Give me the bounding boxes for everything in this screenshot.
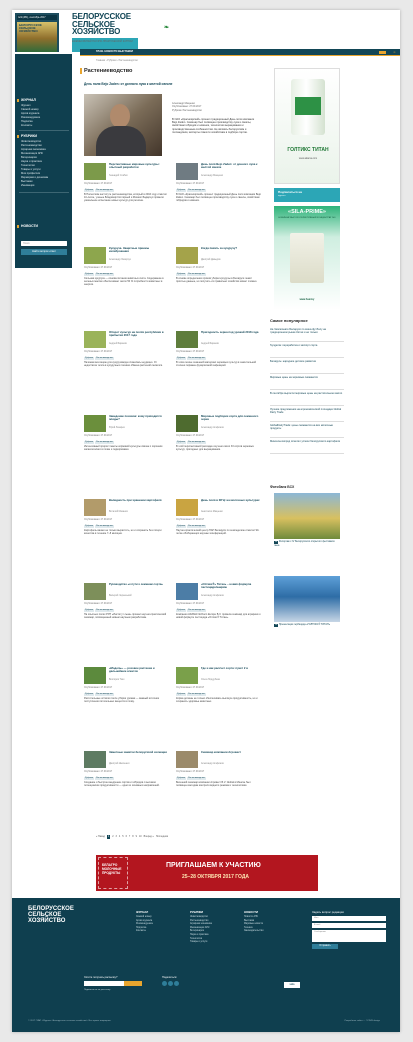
- article-tags: [176, 691, 262, 695]
- popular-item[interactable]: В сентябре выросли мировые цены на растительное масло: [270, 390, 344, 406]
- footer-link[interactable]: Контакты: [136, 930, 146, 933]
- tag[interactable]: Растениеводство: [96, 189, 113, 191]
- pager-page[interactable]: 3: [115, 835, 117, 838]
- article-tags: [84, 775, 170, 779]
- sidebar-item-contacts[interactable]: Контакты: [21, 124, 33, 127]
- article-author[interactable]: Андрей Баранов: [201, 343, 219, 345]
- article-title[interactable]: Мировые подборки сорта для семенного зерна: [201, 414, 259, 422]
- tag[interactable]: Рубрика: [177, 525, 186, 527]
- sidebar-news-heading: НОВОСТИ: [21, 224, 38, 228]
- popular-item[interactable]: Беларусь: народное детское развитие: [270, 358, 344, 374]
- popular-item[interactable]: На Чемпионате Беларуси по мини-футболу на традиционном рынке Китая и не только: [270, 326, 344, 342]
- article-excerpt: Компания ADAMA Northern Europe B.V. провела семинар для аграриев о новой формуле пестицида «Оптикс® Титан».: [176, 613, 261, 620]
- pager-page[interactable]: 8: [132, 835, 134, 838]
- article-title[interactable]: Руководство «к пути к семенам сорта»: [109, 582, 163, 586]
- newsletter-submit-button[interactable]: [124, 981, 142, 986]
- article-title[interactable]: «Оптикс®» Титан» – новая формула пестицида Бакрёш: [201, 582, 252, 590]
- cover-image: [17, 22, 57, 52]
- tag[interactable]: Растениеводство: [188, 693, 205, 695]
- tag[interactable]: Рубрика: [177, 441, 186, 443]
- article-thumbnail[interactable]: [84, 415, 106, 432]
- sidebar-item-rubric[interactable]: Товары и услуги: [21, 168, 41, 171]
- copyright: © 2017 ГУАП «Журнал «Белорусское сельское хозяйство». Все права защищены.: [28, 1020, 112, 1022]
- photobank-heading: Фотобанк БСХ: [270, 485, 295, 489]
- popular-item[interactable]: Syngenta: переработка и экспорт сорта: [270, 342, 344, 358]
- banner-dates: 25–28 ОКТЯБРЯ 2017 ГОДА: [182, 874, 250, 880]
- tag[interactable]: Растениеводство: [188, 777, 205, 779]
- article-tags: [176, 355, 262, 359]
- article-author[interactable]: Ольга Поддубная: [201, 679, 220, 681]
- article-thumbnail[interactable]: [176, 583, 198, 600]
- page-title: Растениеводство: [84, 68, 133, 74]
- footer-column-heading: РУБРИКИ: [190, 910, 204, 914]
- footer-column: [190, 910, 234, 945]
- banner-left-line: ПРОДУКТЫ: [102, 871, 121, 875]
- article-author[interactable]: Валерий Черненький: [109, 595, 132, 597]
- person-face: [110, 104, 130, 128]
- article-title[interactable]: Оборот культур на полях республики в прибытия 2017 года: [109, 330, 164, 338]
- sidebar-rubrics-list: [21, 140, 48, 188]
- tag[interactable]: Растениеводство: [96, 441, 113, 443]
- article-title[interactable]: Заведение посевов: кому приходится эпиды?: [109, 414, 162, 422]
- footer-link[interactable]: Свежий номер: [136, 916, 152, 918]
- article-excerpt: Создание и быстрое внедрение сортов и гибридов с высоким потенциалом продуктивности — одно из основных направлений.: [84, 781, 160, 788]
- article-excerpt: В Полесском институте растениеводства, который в 2016 году отметил 10-летие, ученые Владимир Котлярный и Михаил Бадарчук провели уникальное испытание новых культур для региона.: [84, 193, 167, 203]
- footer-link[interactable]: Техника: [244, 926, 253, 929]
- article-thumbnail[interactable]: [84, 331, 106, 348]
- logo-leaf-icon: ❧: [164, 25, 169, 31]
- footer-link[interactable]: Подписка: [136, 926, 147, 929]
- banner-left-line: БЕЛАГРО: [102, 863, 118, 867]
- social-block: [162, 976, 180, 987]
- footer-link[interactable]: Аграрная экономика: [190, 923, 212, 926]
- article-tags: [176, 775, 262, 779]
- lead-author[interactable]: Александр Мащенко: [172, 102, 195, 105]
- photo-item[interactable]: [274, 493, 340, 547]
- tag[interactable]: Рубрика: [85, 357, 94, 359]
- pager-page[interactable]: 10: [138, 835, 142, 838]
- pager-page[interactable]: 7: [128, 835, 131, 838]
- article-thumbnail[interactable]: [176, 667, 198, 684]
- article-date: Опубликовано: 27.09.2017: [176, 519, 205, 521]
- article-tags: [176, 187, 262, 191]
- logo-line-1: БЕЛОРУССКОЕ: [72, 12, 131, 21]
- article-title[interactable]: День поля Bejo Zaden: от донного лука к желтой свекле: [201, 162, 258, 170]
- article-thumbnail[interactable]: [176, 163, 198, 180]
- sidebar-item-rubric[interactable]: Фермерам и дачникам: [21, 176, 49, 179]
- form-name-input[interactable]: Имя: [312, 916, 386, 921]
- lead-article-excerpt: В ОАО «Красноярский» прошел традиционный День поля компании Bejo Zaden. Семинар был посвящен производству лука и свеклы, свойствам гибридов и новинок, технологии выращивания и производственным особенностям. Не являясь белорусским и голландским, эксперты помогли хозяйствам в подборе сортов.: [172, 118, 255, 134]
- article-author[interactable]: Александр Агафонов: [201, 427, 224, 429]
- pager-page[interactable]: 9: [135, 835, 137, 838]
- pager-page[interactable]: 6: [125, 835, 127, 838]
- form-submit-button[interactable]: Отправить: [312, 944, 338, 949]
- article-thumbnail[interactable]: [84, 247, 106, 264]
- photo-count: 24: [275, 541, 278, 543]
- footer-logo[interactable]: [28, 906, 88, 924]
- newsletter-email-input[interactable]: [84, 981, 124, 986]
- article-title[interactable]: «Модель» — розовое растение и дальнейшие агентов: [109, 666, 155, 674]
- form-message-input[interactable]: Сообщение: [312, 930, 386, 942]
- footer-column: [244, 910, 288, 934]
- sidebar-item-journal[interactable]: Журнал: [21, 104, 31, 107]
- sidebar-item-rubric[interactable]: Выставки: [21, 180, 33, 183]
- article-excerpt: Растительные остатки после уборки урожая — важный источник поступления питательных веществ в почву.: [84, 697, 160, 704]
- newsletter-heading: Хотите получать рассылку?: [84, 976, 118, 979]
- footer-link[interactable]: Новости АПК: [244, 916, 259, 918]
- sidebar-item-rubric[interactable]: Инновации: [21, 184, 35, 187]
- tag[interactable]: Растениеводство: [188, 357, 205, 359]
- vk-icon[interactable]: [162, 981, 167, 986]
- article-author[interactable]: Юрий Лазарев: [109, 427, 125, 429]
- article-author[interactable]: Александр Агафонов: [201, 763, 224, 765]
- ad2-title: «SILA-PRIME»: [288, 209, 326, 215]
- subscribe-banner[interactable]: [274, 188, 340, 202]
- article-author[interactable]: Виталий Мазаник: [109, 511, 128, 513]
- article-date: Опубликовано: 27.09.2017: [84, 687, 113, 689]
- ad2-url: www.fsun.by: [299, 298, 315, 301]
- article-thumbnail[interactable]: [84, 499, 106, 516]
- photo-caption: [274, 623, 340, 627]
- tag[interactable]: Рубрика: [177, 357, 186, 359]
- article-thumbnail[interactable]: [84, 751, 106, 768]
- article-excerpt: На опытных полях РУП «Институт льна» прошел научно-практический семинар, посвященный новым научным разработкам.: [84, 613, 167, 620]
- subscribe-sub: журнал: [278, 195, 286, 197]
- sidebar-item-recommended[interactable]: Рекомендуемое: [21, 116, 41, 119]
- sidebar-journal-list: [21, 104, 40, 128]
- tag[interactable]: Растениеводство: [96, 693, 113, 695]
- article-excerpt: Весенний семинар компании Агровест В.V. Global в Минске был посвящен методам контроля водного режима и технологиям.: [176, 781, 251, 788]
- sidebar-search-button[interactable]: Найти вопрос-ответ: [21, 249, 67, 255]
- left-sidebar: [15, 54, 72, 268]
- article-date: Опубликовано: 27.09.2017: [176, 435, 205, 437]
- article-title[interactable]: Когда пахать за кукурузу?: [201, 246, 238, 250]
- newsletter-checkbox-label[interactable]: Подписаться на рассылку: [84, 989, 111, 991]
- sidebar-item-rubric[interactable]: Растениеводство: [21, 144, 42, 147]
- footer-link[interactable]: Законодательство: [244, 930, 264, 933]
- article-tags: [84, 523, 170, 527]
- footer-logo-line: БЕЛОРУССКОЕ: [28, 906, 74, 912]
- sidebar-item-rubric[interactable]: Механизация АПК: [21, 152, 43, 155]
- banner-left-text: [102, 863, 122, 875]
- tag[interactable]: Рубрика: [85, 189, 94, 191]
- article-author[interactable]: Геннадий Слабко: [109, 175, 128, 177]
- sidebar-search-input[interactable]: [21, 241, 67, 246]
- tag[interactable]: Растениеводство: [96, 273, 113, 275]
- photo-item[interactable]: [274, 576, 340, 627]
- article-date: Опубликовано: 27.09.2017: [176, 267, 205, 269]
- page: [12, 10, 400, 1032]
- article-tags: [84, 271, 170, 275]
- article-date: Опубликовано: 27.09.2017: [176, 603, 205, 605]
- article-date: Опубликовано: 27.09.2017: [84, 519, 113, 521]
- ad-product-name: ГОЛТИКС ТИТАН: [287, 147, 329, 153]
- sidebar-item-rubric[interactable]: Технологии: [21, 164, 35, 167]
- logo-line-2: СЕЛЬСКОЕ: [72, 19, 115, 29]
- feedback-form: [312, 910, 386, 949]
- counter-badge[interactable]: solo: [284, 982, 300, 988]
- sidebar-item-rubric[interactable]: Ветеринария: [21, 156, 37, 159]
- article-author[interactable]: Александр Агафонов: [201, 595, 224, 597]
- article-excerpt: Картофель важно не только вырастить, но и сохранить без потери качества в течение 7–8 месяцев.: [84, 529, 162, 536]
- footer-link[interactable]: Ветеринария: [190, 930, 204, 933]
- photo-caption: [274, 540, 340, 547]
- ad2-subtitle: НОВИНКА! ВЫСОКОСЕЛЕКТИВНЫЙ КОНЦЕНТРАТ №1: [278, 217, 336, 219]
- tag[interactable]: Растениеводство: [96, 609, 113, 611]
- article-excerpt: В этом сезоне семенной материал зерновых культур в значительной степени поражен фузариозной инфекцией.: [176, 361, 256, 368]
- article-thumbnail[interactable]: [176, 415, 198, 432]
- menu-icon[interactable]: [379, 51, 386, 54]
- article-date: Опубликовано: 27.09.2017: [84, 603, 113, 605]
- footer-column: [136, 910, 180, 934]
- lead-article-meta: [172, 102, 202, 112]
- tag[interactable]: Рубрика: [177, 693, 186, 695]
- article-author[interactable]: Дмитрий Давыдов: [201, 259, 221, 261]
- footer-link[interactable]: Технологии: [190, 937, 203, 940]
- photo-thumbnail: [274, 493, 340, 539]
- article-title[interactable]: Заметные заметки белорусской селекции: [109, 750, 167, 754]
- tag[interactable]: Растениеводство: [188, 609, 205, 611]
- footer-link[interactable]: Архив журнала: [136, 919, 153, 922]
- site-logo[interactable]: [72, 13, 192, 43]
- pager-page[interactable]: 4: [118, 835, 121, 838]
- subscribe-title: Подписаться на: [278, 190, 302, 194]
- top-nav-label[interactable]: ГЛАВ. НОВОСТИ ВЫСТАВКИ: [96, 50, 133, 53]
- article-date: Опубликовано: 27.09.2017: [84, 183, 113, 185]
- sidebar-item-current-issue[interactable]: Свежий номер: [21, 108, 39, 111]
- article-tags: [176, 439, 262, 443]
- popular-item[interactable]: Мировые цены на зерновые снижаются: [270, 374, 344, 390]
- breadcrumb[interactable]: Главная › Рубрики › Растениеводство: [96, 59, 138, 62]
- tag[interactable]: Рубрика: [85, 777, 94, 779]
- sidebar-item-rubric[interactable]: Наука и практика: [21, 160, 42, 163]
- issue-number: №9 (281), сентябрь 2017: [17, 15, 57, 20]
- article-date: Опубликовано: 27.09.2017: [84, 267, 113, 269]
- pager-page[interactable]: 1: [107, 835, 110, 838]
- article-excerpt: В ОАО «Красноярский» прошел традиционный День поля компании Bejo Zaden. Семинар был посвящен производству лука и свеклы, свойствам гибридов и новинок.: [176, 193, 261, 203]
- tag[interactable]: Рубрика: [85, 441, 94, 443]
- article-excerpt: Научно-практический центр НАН Беларуси по земледелию отметил 90-летие обобщающих научных конференций.: [176, 529, 260, 536]
- popular-item[interactable]: GlobalDairyTrade: цены снижаются на все молочные продукты: [270, 422, 344, 438]
- lead-article-image[interactable]: [84, 94, 162, 156]
- footer-link[interactable]: Мировые новости: [244, 923, 264, 926]
- article-date: Опубликовано: 27.09.2017: [176, 351, 205, 353]
- logo-line-3: ХОЗЯЙСТВО: [72, 27, 121, 37]
- social-heading: Поделиться:: [162, 976, 178, 979]
- pager-page[interactable]: 5: [122, 835, 124, 838]
- article-date: Опубликовано: 27.09.2017: [84, 351, 113, 353]
- tag[interactable]: Рубрика: [177, 189, 186, 191]
- newsletter-block: [84, 976, 164, 991]
- article-thumbnail[interactable]: [176, 331, 198, 348]
- article-title[interactable]: Кукуруза. Защитные приемы калибрования: [109, 246, 150, 254]
- tag[interactable]: Растениеводство: [188, 441, 205, 443]
- pager-prev[interactable]: « Назад: [96, 835, 105, 838]
- article-date: Опубликовано: 27.09.2017: [84, 435, 113, 437]
- article-tags: [176, 523, 262, 527]
- article-tags: [84, 439, 170, 443]
- photo-caption-text: Презентация гербицида «ГОЛТИКС® ТИТАН»: [278, 623, 331, 626]
- sidebar-item-rubric[interactable]: Животноводство: [21, 140, 42, 143]
- product-bag-image: [290, 233, 324, 283]
- popular-item[interactable]: Лучшие предложения на агрономической площадке Global Dairy Trade: [270, 406, 344, 422]
- article-tags: [84, 187, 170, 191]
- twitter-icon[interactable]: [174, 981, 179, 986]
- lead-article-title[interactable]: День поля Bejo Zaden: от донного лука к желтой свекле: [84, 82, 173, 86]
- magazine-cover[interactable]: [15, 13, 59, 52]
- photo-count: 18: [275, 624, 278, 626]
- lead-date: Опубликовано: 27.09.2017: [172, 105, 202, 109]
- tag[interactable]: Растениеводство: [188, 525, 205, 527]
- sidebar-item-archive[interactable]: Архив журнала: [21, 112, 40, 115]
- tag[interactable]: Рубрика: [177, 609, 186, 611]
- article-date: Опубликовано: 27.09.2017: [176, 687, 205, 689]
- article-title[interactable]: День поля в ФГЦ: на молочных культурах: [201, 498, 260, 502]
- facebook-icon[interactable]: [168, 981, 173, 986]
- footer-link[interactable]: Товары и услуги: [190, 941, 208, 944]
- footer-column-heading: ЖУРНАЛ: [136, 910, 149, 914]
- tag[interactable]: Растениеводство: [188, 189, 205, 191]
- article-title[interactable]: Пригодность зерна под урожай 2018 года: [201, 330, 259, 334]
- ad-goltiks[interactable]: [274, 68, 340, 184]
- pagination: [96, 834, 256, 842]
- article-tags: [84, 691, 170, 695]
- tag[interactable]: Растениеводство: [96, 357, 113, 359]
- sidebar-item-subscription[interactable]: Подписка: [21, 120, 33, 123]
- developer-credit[interactable]: Разработка сайта — ©ONIX design: [344, 1020, 380, 1022]
- footer-logo-line: ХОЗЯЙСТВО: [28, 918, 66, 924]
- article-author[interactable]: Андрей Баранов: [109, 343, 127, 345]
- footer-logo-line: СЕЛЬСКОЕ: [28, 912, 62, 918]
- article-thumbnail[interactable]: [84, 667, 106, 684]
- article-author[interactable]: Виктория Ткач: [109, 679, 125, 681]
- form-email-input[interactable]: E-mail: [312, 923, 386, 928]
- tag[interactable]: Растениеводство: [96, 525, 113, 527]
- site-footer: [12, 898, 400, 1032]
- article-thumbnail[interactable]: [84, 583, 106, 600]
- article-thumbnail[interactable]: [176, 751, 198, 768]
- article-tags: [84, 355, 170, 359]
- article-excerpt: Корма должны не только обеспечивать высокую продуктивность, но и сохранять здоровье животных.: [176, 697, 258, 704]
- tag[interactable]: Рубрика: [85, 693, 94, 695]
- footer-link[interactable]: Наука и практика: [190, 933, 209, 936]
- article-tags: [84, 607, 170, 611]
- article-author[interactable]: Дмитрий Шевченко: [109, 763, 130, 765]
- article-excerpt: Интенсивный прирост массы кормовой культуры связан с хорошим запасом влаги в почве и подкормками.: [84, 445, 163, 452]
- form-heading: Задать вопрос редакции: [312, 910, 344, 914]
- article-author[interactable]: Анастасия Мащенко: [201, 511, 223, 513]
- article-date: Опубликовано: 27.09.2017: [176, 183, 205, 185]
- footer-link[interactable]: Животноводство: [190, 916, 208, 918]
- footer-link[interactable]: Растениеводство: [190, 919, 209, 922]
- photo-caption-text: Репортаж с IV Белорусского открытого фестиваля льна: [274, 540, 335, 548]
- article-excerpt: Начиная вегетацию для кукурузовода сложилась неудачно. От недостатка тепла в кукурузных посевах обмена растений снизился.: [84, 361, 163, 368]
- tag[interactable]: Рубрика: [177, 273, 186, 275]
- ad-sila-prime[interactable]: [274, 206, 340, 310]
- article-excerpt: В этой перспективной рассадке изучено около 33 сортов зерновых культур, пригодных для выращивания.: [176, 445, 254, 452]
- popular-heading: Самое популярное: [270, 318, 308, 323]
- article-thumbnail[interactable]: [84, 163, 106, 180]
- footer-link[interactable]: Рекомендуемое: [136, 923, 154, 926]
- tag[interactable]: Рубрика: [85, 525, 94, 527]
- article-excerpt: В основе определения сроков уборки кукурузы в Беларуси лежит простые данные, но получить их правильно хозяйство может сложно.: [176, 277, 258, 284]
- article-thumbnail[interactable]: [176, 499, 198, 516]
- article-title[interactable]: Где и как рассчет сорта: пункт 2 в: [201, 666, 248, 670]
- user-icon[interactable]: ☺: [392, 50, 396, 54]
- site-header: [12, 10, 400, 48]
- cover-title: БЕЛОРУССКОЕ СЕЛЬСКОЕ ХОЗЯЙСТВО: [19, 23, 42, 34]
- pager-page[interactable]: 2: [112, 835, 114, 838]
- article-date: Опубликовано: 27.09.2017: [176, 771, 205, 773]
- footer-link[interactable]: Выставки: [244, 919, 255, 922]
- person-body: [96, 126, 146, 156]
- article-title[interactable]: Семинар компании Агровест: [201, 750, 242, 754]
- popular-block: [270, 318, 344, 454]
- sidebar-item-rubric[interactable]: Аграрная экономика: [21, 148, 46, 151]
- article-excerpt: Сильная кукуруза — основа питания животных скота. Содержание в зеленых массах обеспечивает около 50 % потребности животных в энергии.: [84, 277, 164, 287]
- sidebar-item-rubric[interactable]: Моя профессия: [21, 172, 41, 175]
- exhibition-banner[interactable]: [96, 855, 318, 891]
- sidebar-journal-heading: ЖУРНАЛ: [21, 98, 36, 102]
- article-author[interactable]: Александр Мащенко: [201, 175, 224, 177]
- tag[interactable]: Рубрика: [85, 609, 94, 611]
- tag[interactable]: Растениеводство: [188, 273, 205, 275]
- logo-subtitle: ЕЖЕМЕСЯЧНЫЙ НАУЧНО-ПРАКТИЧЕСКИЙ ЖУРНАЛ: [72, 38, 138, 52]
- canister-label: [295, 97, 321, 115]
- footer-link[interactable]: Механизация АПК: [190, 926, 210, 929]
- tag[interactable]: Рубрика: [85, 273, 94, 275]
- footer-column-heading: НОВОСТИ: [244, 910, 258, 914]
- article-thumbnail[interactable]: [176, 247, 198, 264]
- article-title[interactable]: Перспективные мировые культуры: опытный разработки: [109, 162, 160, 170]
- banner-left-line: МОЛОЧНЫЕ: [102, 867, 122, 871]
- popular-item[interactable]: Минсельхозпрод отметил успехи белорусского картофеля: [270, 438, 344, 454]
- banner-title: ПРИГЛАШАЕМ К УЧАСТИЮ: [166, 862, 261, 869]
- pager-next[interactable]: Вперед »: [143, 835, 154, 838]
- tag[interactable]: Растениеводство: [96, 777, 113, 779]
- article-title[interactable]: Валидность при хранении картофеля: [109, 498, 162, 502]
- accent-divider: [80, 55, 400, 56]
- sidebar-rubrics-heading: РУБРИКИ: [21, 134, 37, 138]
- article-tags: [176, 271, 262, 275]
- photo-thumbnail: [274, 576, 340, 622]
- search-placeholder: Поиск: [23, 242, 30, 245]
- lead-rubric[interactable]: Рубрика: Растениеводство: [172, 108, 202, 112]
- tag[interactable]: Рубрика: [177, 777, 186, 779]
- ad-url: www.adama.com: [298, 157, 318, 160]
- article-tags: [176, 607, 262, 611]
- pager-last[interactable]: Последняя: [155, 835, 169, 838]
- article-date: Опубликовано: 27.09.2017: [84, 771, 113, 773]
- article-author[interactable]: Александр Лазарчук: [109, 259, 131, 261]
